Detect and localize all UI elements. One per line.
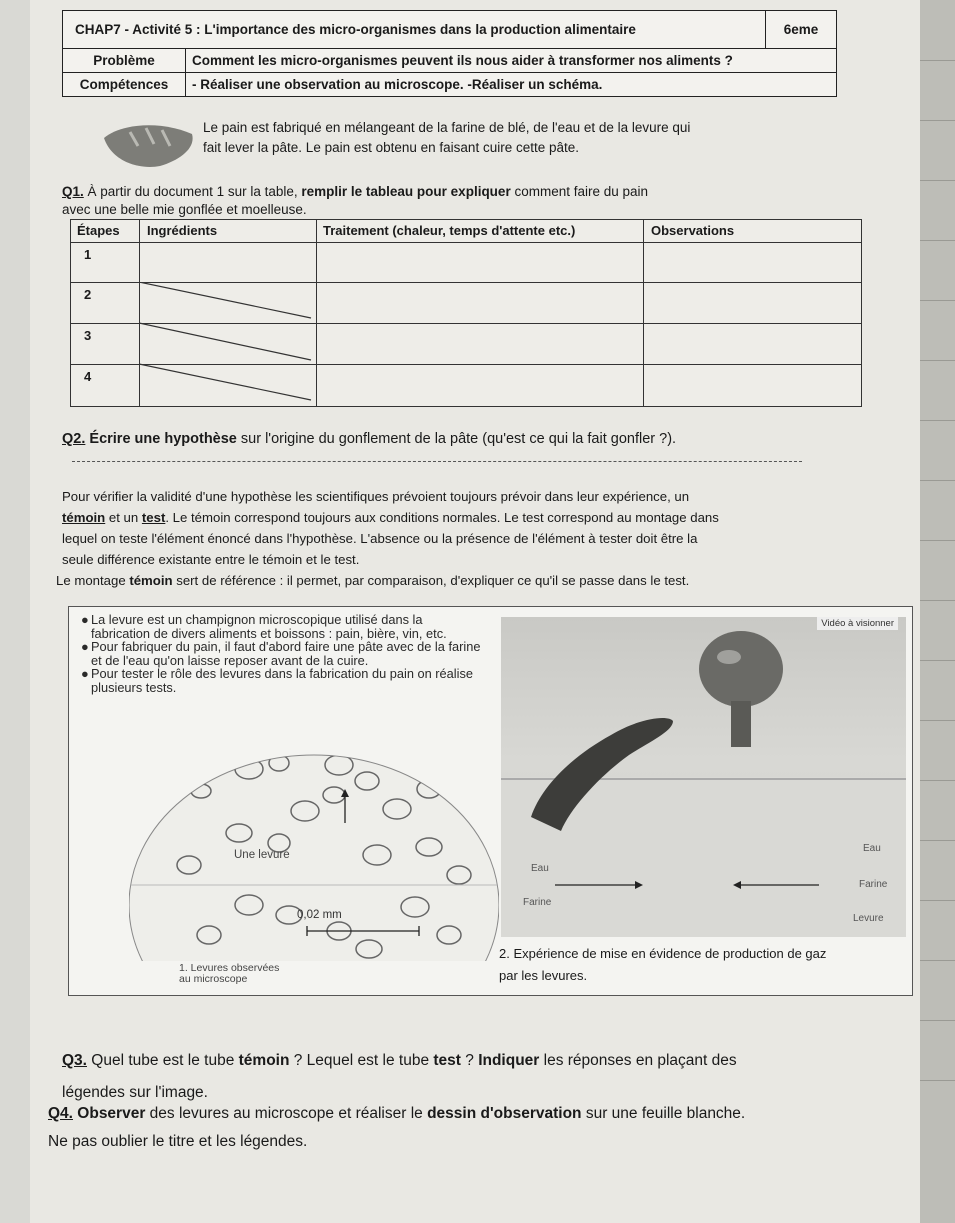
method-line-4: seule différence existante entre le témoin et le test. <box>62 552 360 567</box>
doc-bullet-2: ● Pour fabriquer du pain, il faut d'abord faire une pâte avec de la farine et de l'eau qu'on laisse reposer avant de la cuire. <box>81 639 481 668</box>
q3-t1: Quel tube est le tube <box>86 1052 239 1069</box>
cap2-line-2: par les levures. <box>499 968 588 983</box>
q1-text-a: À partir du document 1 sur la table, <box>83 184 302 199</box>
label-eau-right: Eau <box>863 843 881 854</box>
micro-label-levure: Une levure <box>234 849 290 861</box>
video-link[interactable]: Vidéo à visionner <box>817 617 898 630</box>
col-header-observations: Observations <box>651 223 735 238</box>
q3-b2: test <box>433 1052 461 1069</box>
experiment-drawing <box>501 617 906 937</box>
diagonal-strokes <box>139 282 317 406</box>
label-farine-left: Farine <box>523 897 552 908</box>
q3-line-2: légendes sur l'image. <box>62 1084 208 1101</box>
q3-b3: Indiquer <box>478 1052 540 1069</box>
q3-t4: les réponses en plaçant des <box>539 1052 737 1069</box>
bread-illustration <box>100 118 200 170</box>
doc-bullet-3-text: Pour tester le rôle des levures dans la fabrication du pain on réalise plusieurs tests. <box>91 666 473 695</box>
table-row: 4 <box>84 369 92 384</box>
q3-question <box>62 1050 862 1104</box>
competences-text: - Réaliser une observation au microscope. -Réaliser un schéma. <box>186 73 837 97</box>
q3-label: Q3. <box>62 1052 87 1069</box>
intro-line-2: fait lever la pâte. Le pain est obtenu en faisant cuire cette pâte. <box>203 140 579 155</box>
probleme-label: Problème <box>63 49 186 73</box>
q1-text-b: remplir le tableau pour expliquer <box>301 184 511 199</box>
activity-title: CHAP7 - Activité 5 : L'importance des micro-organismes dans la production alimentaire <box>63 11 766 49</box>
method-line-3: lequel on teste l'élément énoncé dans l'hypothèse. L'absence ou la présence de l'élément à tester doit être la <box>62 531 698 546</box>
probleme-text: Comment les micro-organismes peuvent ils nous aider à transformer nos aliments ? <box>186 49 837 73</box>
col-header-etapes: Étapes <box>77 223 120 238</box>
q4-line-1 <box>48 1103 898 1125</box>
q4-b1: Observer <box>72 1105 146 1122</box>
document-text <box>81 613 481 694</box>
method-text <box>56 486 862 591</box>
q4-line-2: Ne pas oublier le titre et les légendes. <box>48 1133 308 1150</box>
q3-t3: ? <box>460 1052 479 1069</box>
cap2-line-1: 2. Expérience de mise en évidence de production de gaz <box>499 946 827 961</box>
q1-line-2: avec une belle mie gonflée et moelleuse. <box>62 202 307 217</box>
q2-bold: Écrire une hypothèse <box>85 431 237 447</box>
doc-bullet-1: ● La levure est un champignon microscopique utilisé dans la fabrication de divers aliments et boissons : pain, bière, vin, etc. <box>81 613 481 640</box>
q3-t2: ? Lequel est le tube <box>289 1052 434 1069</box>
q1-line-1 <box>62 182 648 201</box>
q2-answer-line[interactable] <box>72 461 802 462</box>
col-header-ingredients: Ingrédients <box>147 223 218 238</box>
q4-t1: des levures au microscope et réaliser le <box>145 1105 428 1122</box>
answer-table <box>70 219 862 407</box>
experiment-photo <box>501 617 906 937</box>
q1-text-c: comment faire du pain <box>510 184 649 199</box>
q3-b1: témoin <box>238 1052 290 1069</box>
q4-t2: sur une feuille blanche. <box>581 1105 746 1122</box>
method-temoin: témoin <box>62 510 106 525</box>
cap1-line-2: au microscope <box>179 973 248 985</box>
level-badge: 6eme <box>766 11 837 49</box>
table-row: 3 <box>84 328 92 343</box>
doc-caption-1 <box>179 963 279 985</box>
competences-label: Compétences <box>63 73 186 97</box>
q2-label: Q2. <box>62 431 86 447</box>
table-row: 1 <box>84 247 92 262</box>
method-l5a: Le montage <box>56 573 130 588</box>
method-line-1: Pour vérifier la validité d'une hypothèse les scientifiques prévoient toujours prévoir dans leur expérience, un <box>62 489 690 504</box>
document-frame <box>68 606 913 996</box>
q1-label: Q1. <box>62 184 84 199</box>
q3-line-1 <box>62 1050 862 1072</box>
col-header-traitement: Traitement (chaleur, temps d'attente etc.) <box>323 223 576 238</box>
q4-question <box>48 1103 898 1153</box>
method-and: et un <box>105 510 142 525</box>
method-l5c: sert de référence : il permet, par comparaison, d'expliquer ce qu'il se passe dans le test. <box>172 573 690 588</box>
table-row: 2 <box>84 287 92 302</box>
micro-scale: 0,02 mm <box>297 909 342 921</box>
q4-label: Q4. <box>48 1105 73 1122</box>
method-test: test <box>141 510 166 525</box>
q4-b2: dessin d'observation <box>427 1105 582 1122</box>
doc-caption-2 <box>499 943 826 987</box>
method-line-2-rest: . Le témoin correspond toujours aux conditions normales. Le test correspond au montage dans <box>165 510 719 525</box>
header-table <box>62 10 837 97</box>
q2-question <box>62 430 676 449</box>
intro-line-1: Le pain est fabriqué en mélangeant de la farine de blé, de l'eau et de la levure qui <box>203 120 691 135</box>
method-l5b: témoin <box>129 573 173 588</box>
table-header-row <box>71 220 861 243</box>
q2-text: sur l'origine du gonflement de la pâte (qu'est ce qui la fait gonfler ?). <box>236 431 677 447</box>
label-farine-right: Farine <box>859 879 888 890</box>
label-levure: Levure <box>853 913 884 924</box>
microscope-view <box>129 735 499 961</box>
method-line-2 <box>62 507 862 528</box>
doc-bullet-3: ● Pour tester le rôle des levures dans la fabrication du pain on réalise plusieurs tests. <box>81 667 481 694</box>
method-line-5 <box>56 570 862 591</box>
doc-bullet-1-text: La levure est un champignon microscopique utilisé dans la fabrication de divers aliments et boissons : pain, bière, vin, etc. <box>91 612 447 641</box>
doc-bullet-2-text: Pour fabriquer du pain, il faut d'abord faire une pâte avec de la farine et de l'eau qu'on laisse reposer avant de la cuire. <box>91 639 481 668</box>
cap1-line-1: 1. Levures observées <box>179 962 280 974</box>
label-eau-left: Eau <box>531 863 549 874</box>
